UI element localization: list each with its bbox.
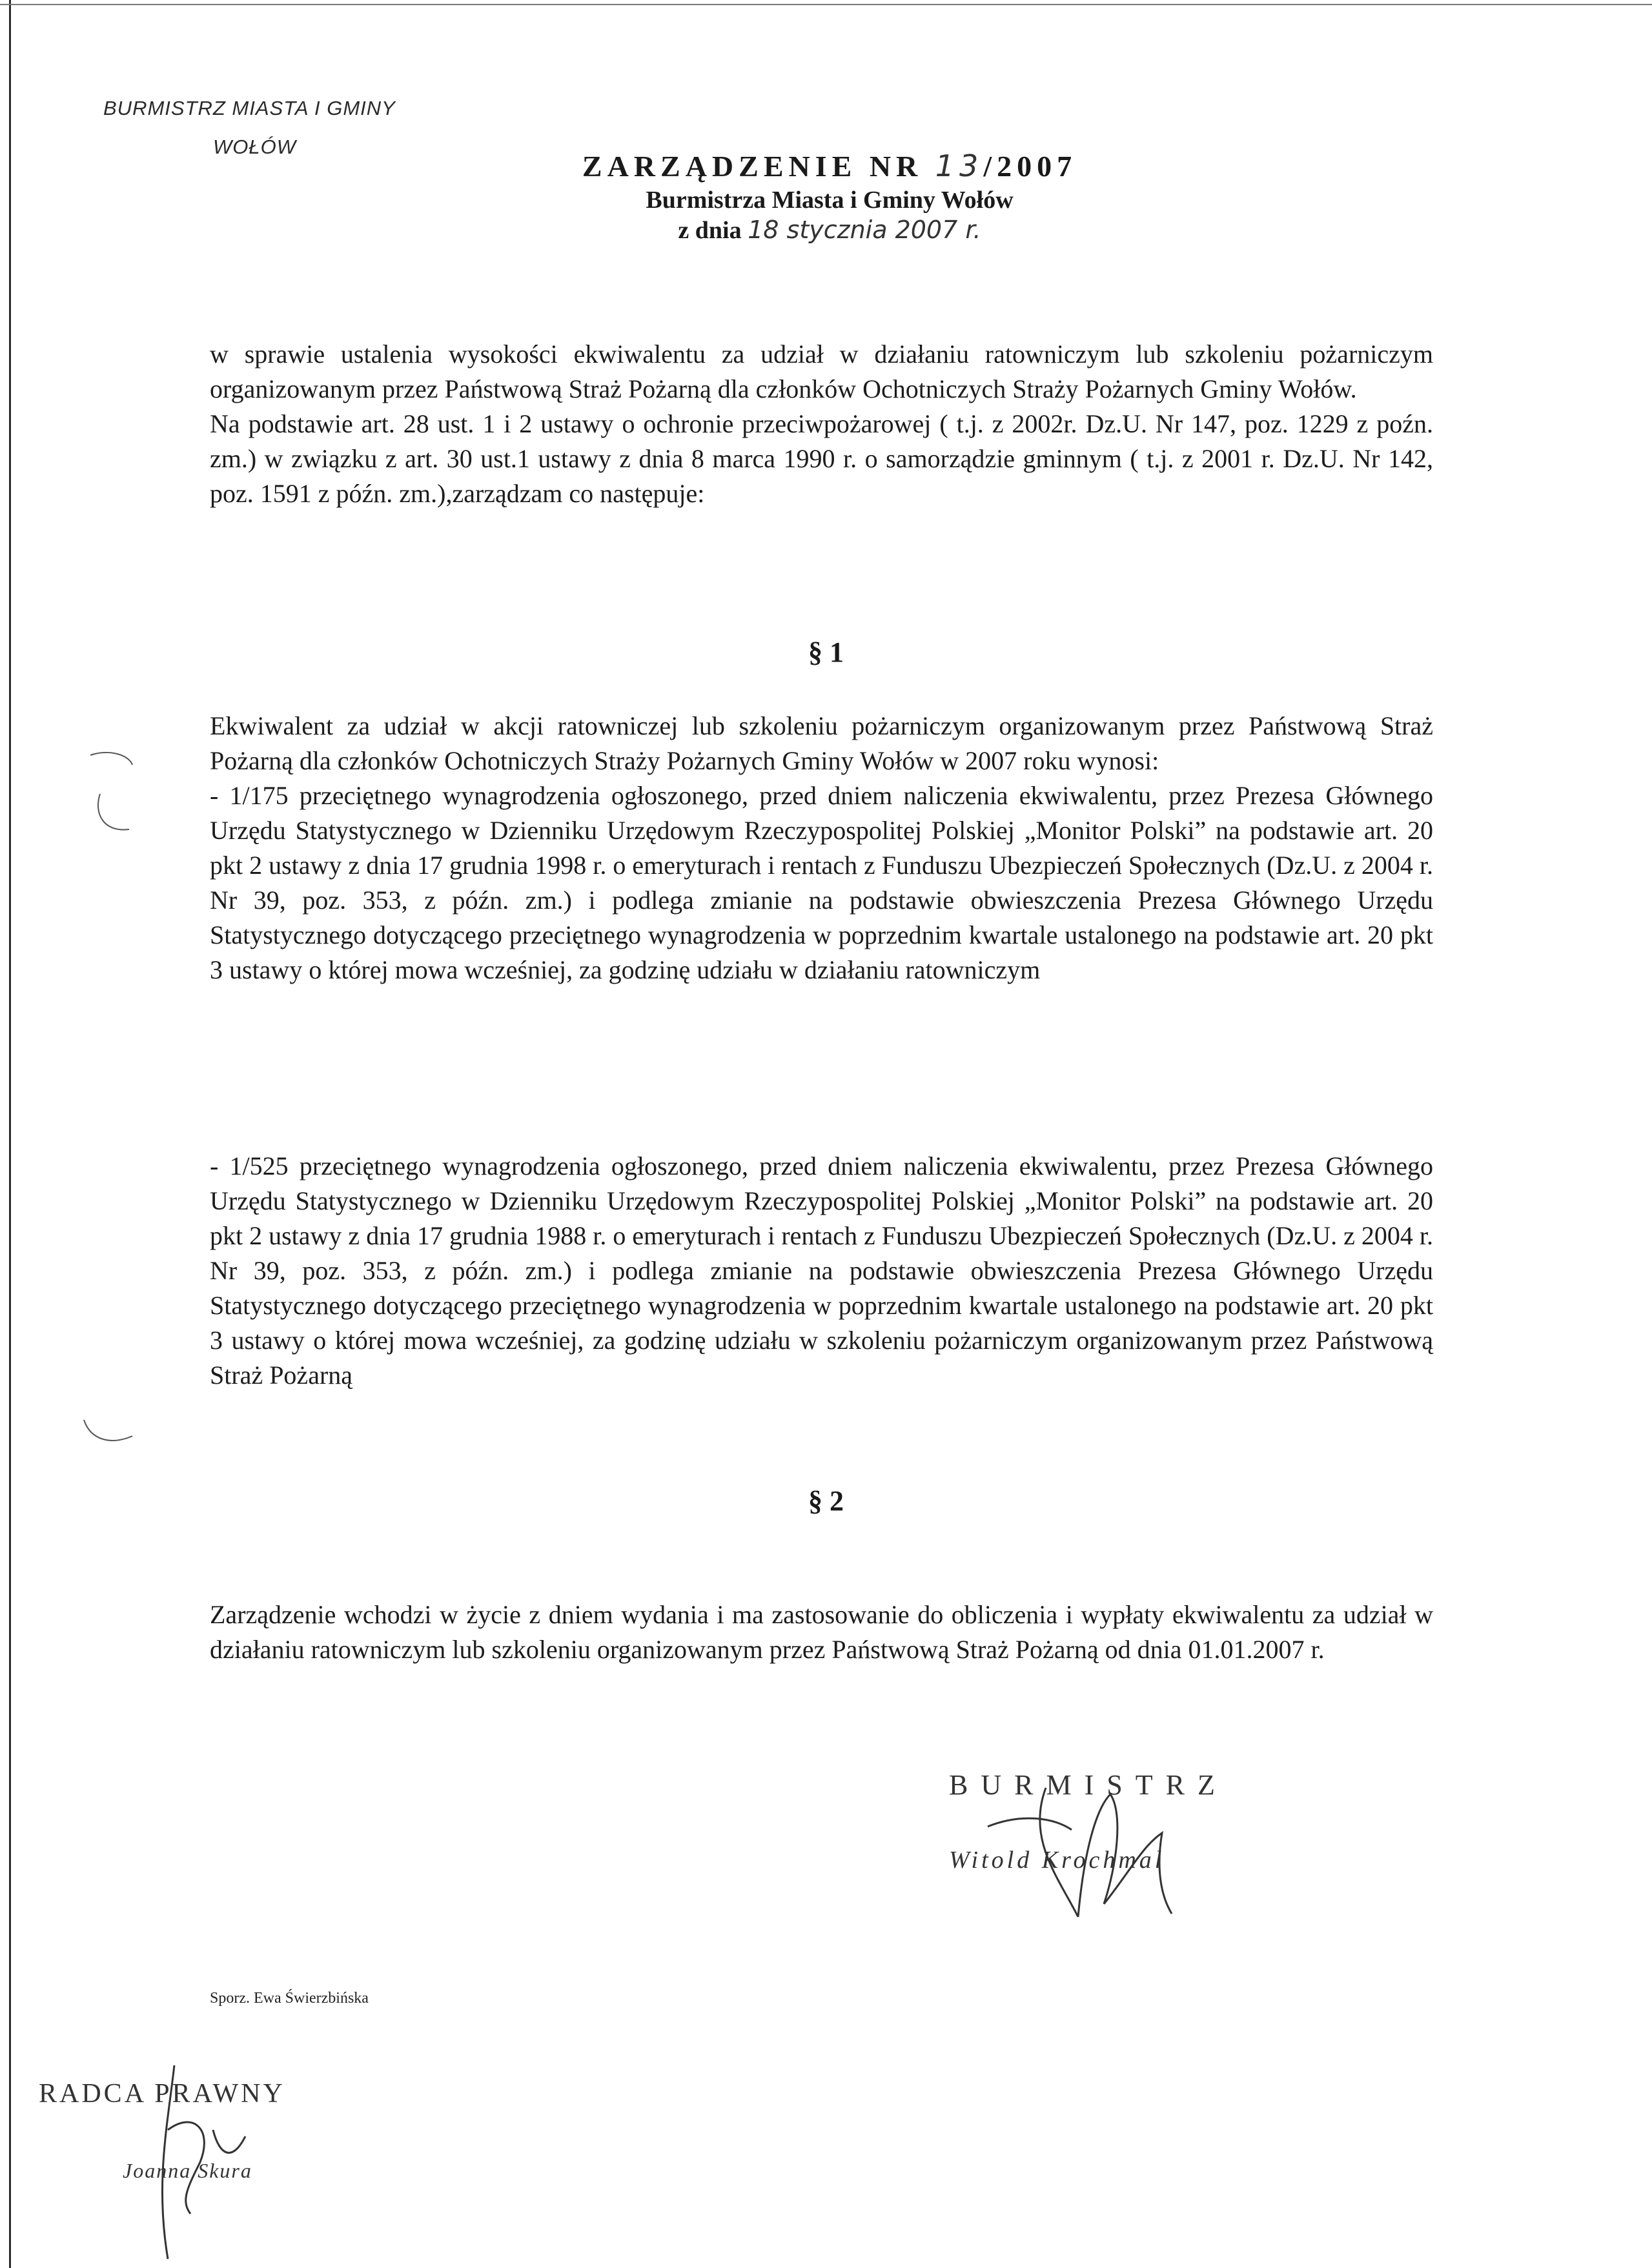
issuer-header-line1: BURMISTRZ MIASTA I GMINY [103, 97, 396, 119]
document-title-block [491, 148, 1168, 245]
legal-counsel-stamp [39, 2052, 400, 2265]
section-2-mark: § 2 [808, 1485, 844, 1517]
section-1-item-1: - 1/175 przeciętnego wynagrodzenia ogłoszonego, przed dniem naliczenia ekwiwalentu, przez Prezesa Głównego Urzędu Statystycznego w Dzienniku Urzędowym Rzeczypospolitej Polskiej „Monitor Polski” na podstawie art. 20 pkt 2 ustawy z dnia 17 grudnia 1998 r. o emeryturach i rentach z Funduszu Ubezpieczeń Społecznych (Dz.U. z 2004 r. Nr 39, poz. 353, z późn. zm.) i podlega zmianie na podstawie obwieszczenia Prezesa Głównego Urzędu Statystycznego dotyczącego przeciętnego wynagrodzenia w poprzednim kwartale ustalonego na podstawie art. 20 pkt 3 ustawy o której mowa wcześniej, za godzinę udziału w działaniu ratowniczym [210, 781, 1433, 984]
section-1-item-2-block [210, 1149, 1433, 1393]
issuer-header-line2: WOŁÓW [213, 136, 296, 158]
section-1-item-2: - 1/525 przeciętnego wynagrodzenia ogłoszonego, przed dniem naliczenia ekwiwalentu, przez Prezesa Głównego Urzędu Statystycznego w Dzienniku Urzędowym Rzeczypospolitej Polskiej „Monitor Polski” na podstawie art. 20 pkt 2 ustawy z dnia 17 grudnia 1988 r. o emeryturach i rentach z Funduszu Ubezpieczeń Społecznych (Dz.U. z 2004 r. Nr 39, poz. 353, z późn. zm.) i podlega zmianie na podstawie obwieszczenia Prezesa Głównego Urzędu Statystycznego dotyczącego przeciętnego wynagrodzenia w poprzednim kwartale ustalonego na podstawie art. 20 pkt 3 ustawy o której mowa wcześniej, za godzinę udziału w szkoleniu pożarniczym organizowanym przez Państwową Straż Pożarną [210, 1151, 1433, 1390]
section-2-block [210, 1597, 1433, 1667]
title-suffix: /2007 [983, 150, 1077, 183]
signature-name: Witold Krochmal [949, 1847, 1165, 1874]
stamp-name: Joanna Skura [123, 2159, 252, 2182]
document-date [491, 216, 1168, 245]
section-2-text: Zarządzenie wchodzi w życie z dniem wydania i ma zastosowanie do obliczenia i wypłaty ekwiwalentu za udział w działaniu ratowniczym lub szkoleniu organizowanym przez Państwową Straż Pożarną od dnia 01.01.2007 r. [210, 1600, 1433, 1664]
handwritten-number: 13 [935, 148, 984, 183]
subject-paragraph: w sprawie ustalenia wysokości ekwiwalentu za udział w działaniu ratowniczym lub szkoleniu pożarniczym organizowanym przez Państwową Straż Pożarną dla członków Ochotniczych Straży Pożarnych Gminy Wołów. [210, 339, 1433, 403]
scan-edge-left [9, 0, 11, 2268]
section-1-mark: § 1 [808, 636, 844, 668]
handwritten-initials-icon [39, 2052, 400, 2265]
document-title [491, 148, 1168, 183]
punch-hole-mark-icon [77, 749, 142, 845]
section-1-lead-and-item-1 [210, 709, 1433, 987]
signature-title: BURMISTRZ [949, 1769, 1228, 1801]
date-prefix: z dnia [678, 217, 742, 244]
punch-hole-mark-icon-lower [77, 1401, 142, 1497]
stamp-title: RADCA PRAWNY [39, 2079, 285, 2109]
title-prefix: ZARZĄDZENIE NR [582, 150, 923, 183]
handwritten-date: 18 stycznia 2007 r. [748, 216, 981, 244]
prepared-by-note: Sporz. Ewa Świerzbińska [210, 1990, 369, 2007]
section-1-lead: Ekwiwalent za udział w akcji ratowniczej lub szkoleniu pożarniczym organizowanym przez Państwową Straż Pożarną dla członków Ochotniczych Straży Pożarnych Gminy Wołów w 2007 roku wynosi: [210, 711, 1433, 775]
mayor-signature-stamp [949, 1768, 1336, 1936]
handwritten-signature-icon [949, 1768, 1336, 1936]
legal-basis-paragraph: Na podstawie art. 28 ust. 1 i 2 ustawy o ochronie przeciwpożarowej ( t.j. z 2002r. Dz.U. Nr 147, poz. 1229 z poźn. zm.) w związku z art. 30 ust.1 ustawy z dnia 8 marca 1990 r. o samorządzie gminnym ( t.j. z 2001 r. Dz.U. Nr 142, poz. 1591 z późn. zm.),zarządzam co następuje: [210, 409, 1433, 508]
intro-section [210, 337, 1433, 511]
scan-edge-top [0, 4, 1652, 5]
document-issuer: Burmistrza Miasta i Gminy Wołów [646, 187, 1014, 214]
